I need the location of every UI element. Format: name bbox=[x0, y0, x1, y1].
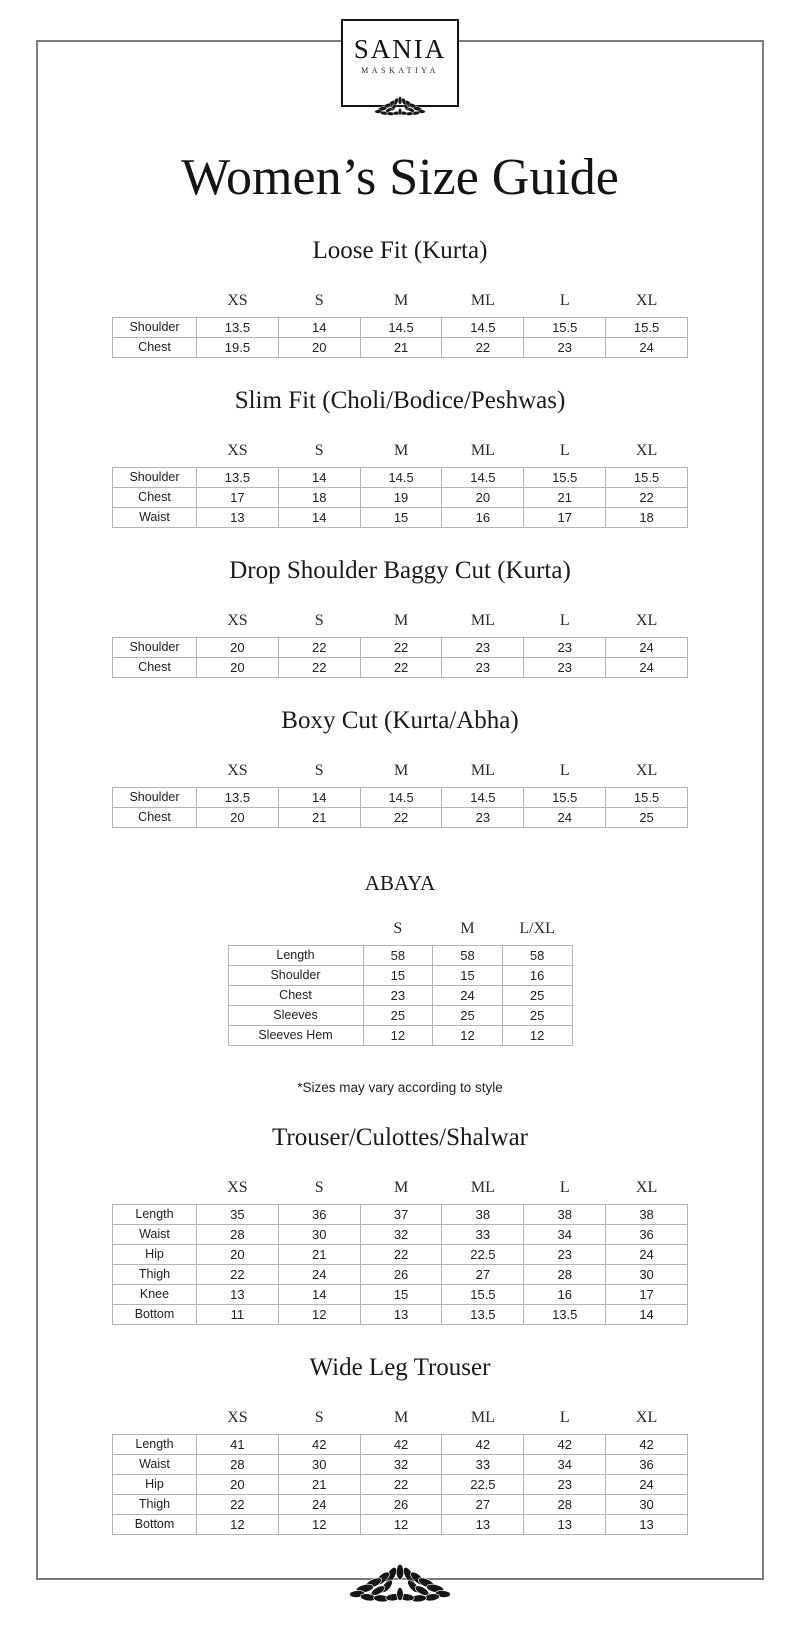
size-value: 33 bbox=[442, 1224, 524, 1244]
size-column-header: M bbox=[460, 919, 475, 937]
size-value: 37 bbox=[360, 1204, 442, 1224]
size-table bbox=[228, 920, 573, 1046]
size-value: 42 bbox=[524, 1434, 606, 1454]
size-value: 12 bbox=[278, 1514, 360, 1534]
size-value: 22 bbox=[360, 807, 442, 827]
brand-logo-box bbox=[341, 19, 459, 107]
size-value: 23 bbox=[442, 807, 524, 827]
size-value: 42 bbox=[606, 1434, 688, 1454]
row-label: Waist bbox=[113, 507, 197, 527]
size-value: 22 bbox=[360, 657, 442, 677]
empty-corner-cell bbox=[113, 442, 197, 468]
size-value: 15 bbox=[433, 965, 503, 985]
size-value: 28 bbox=[524, 1494, 606, 1514]
empty-corner-cell bbox=[113, 612, 197, 638]
size-column-header: L bbox=[559, 611, 570, 629]
size-column-header: XL bbox=[635, 1408, 658, 1426]
table-row bbox=[113, 1204, 688, 1224]
size-value: 23 bbox=[442, 637, 524, 657]
size-value: 20 bbox=[197, 657, 279, 677]
size-column-header: XL bbox=[635, 761, 658, 779]
table-row bbox=[113, 337, 688, 357]
empty-corner-cell bbox=[228, 920, 363, 946]
row-label: Shoulder bbox=[113, 637, 197, 657]
section-title: Drop Shoulder Baggy Cut (Kurta) bbox=[229, 556, 571, 584]
size-value: 13 bbox=[606, 1514, 688, 1534]
size-value: 13.5 bbox=[197, 317, 279, 337]
section-title: Wide Leg Trouser bbox=[309, 1353, 491, 1381]
section-slim-fit bbox=[0, 386, 800, 528]
size-value: 21 bbox=[278, 807, 360, 827]
size-table bbox=[112, 442, 688, 528]
size-value: 22 bbox=[606, 487, 688, 507]
size-value: 15 bbox=[363, 965, 433, 985]
size-value: 12 bbox=[363, 1025, 433, 1045]
size-value: 21 bbox=[278, 1474, 360, 1494]
size-column-header: XL bbox=[635, 611, 658, 629]
size-value: 14.5 bbox=[442, 317, 524, 337]
empty-corner-cell bbox=[113, 1179, 197, 1205]
size-value: 15.5 bbox=[606, 317, 688, 337]
row-label: Chest bbox=[113, 657, 197, 677]
row-label: Knee bbox=[113, 1284, 197, 1304]
table-row bbox=[228, 985, 572, 1005]
section-abaya bbox=[0, 868, 800, 1046]
size-value: 14.5 bbox=[360, 317, 442, 337]
size-value: 13.5 bbox=[197, 467, 279, 487]
size-value: 42 bbox=[360, 1434, 442, 1454]
table-row bbox=[113, 657, 688, 677]
size-value: 14 bbox=[278, 507, 360, 527]
table-row bbox=[113, 1224, 688, 1244]
size-column-header: L/XL bbox=[519, 919, 555, 937]
size-value: 22 bbox=[442, 337, 524, 357]
size-column-header: ML bbox=[470, 441, 495, 459]
table-row bbox=[113, 1304, 688, 1324]
table-row bbox=[113, 1494, 688, 1514]
size-value: 38 bbox=[524, 1204, 606, 1224]
size-value: 32 bbox=[360, 1224, 442, 1244]
size-value: 13.5 bbox=[442, 1304, 524, 1324]
row-label: Hip bbox=[113, 1474, 197, 1494]
size-value: 21 bbox=[278, 1244, 360, 1264]
size-value: 20 bbox=[197, 1474, 279, 1494]
size-column-header: S bbox=[314, 611, 324, 629]
size-value: 42 bbox=[278, 1434, 360, 1454]
table-row bbox=[228, 945, 572, 965]
size-value: 30 bbox=[606, 1494, 688, 1514]
size-value: 30 bbox=[606, 1264, 688, 1284]
size-value: 34 bbox=[524, 1224, 606, 1244]
size-value: 12 bbox=[197, 1514, 279, 1534]
size-column-header: S bbox=[314, 1178, 324, 1196]
row-label: Chest bbox=[113, 807, 197, 827]
size-value: 16 bbox=[442, 507, 524, 527]
section-boxy-cut bbox=[0, 706, 800, 828]
size-value: 34 bbox=[524, 1454, 606, 1474]
table-row bbox=[113, 637, 688, 657]
size-value: 38 bbox=[442, 1204, 524, 1224]
size-column-header: ML bbox=[470, 291, 495, 309]
size-value: 25 bbox=[433, 1005, 503, 1025]
size-value: 24 bbox=[606, 637, 688, 657]
row-label: Length bbox=[228, 945, 363, 965]
size-value: 14 bbox=[278, 317, 360, 337]
row-label: Shoulder bbox=[228, 965, 363, 985]
size-value: 15.5 bbox=[524, 317, 606, 337]
table-row bbox=[113, 1284, 688, 1304]
section-title: Boxy Cut (Kurta/Abha) bbox=[281, 706, 519, 734]
size-value: 14 bbox=[278, 787, 360, 807]
table-row bbox=[113, 507, 688, 527]
size-value: 22 bbox=[360, 1244, 442, 1264]
size-value: 14 bbox=[278, 1284, 360, 1304]
size-value: 18 bbox=[606, 507, 688, 527]
size-value: 24 bbox=[606, 337, 688, 357]
size-value: 14 bbox=[606, 1304, 688, 1324]
table-row bbox=[113, 1514, 688, 1534]
row-label: Chest bbox=[113, 487, 197, 507]
size-value: 19.5 bbox=[197, 337, 279, 357]
size-value: 33 bbox=[442, 1454, 524, 1474]
table-row bbox=[228, 1025, 572, 1045]
size-value: 35 bbox=[197, 1204, 279, 1224]
size-value: 23 bbox=[524, 637, 606, 657]
size-column-header: XS bbox=[227, 441, 248, 459]
size-column-header: XL bbox=[635, 291, 658, 309]
sizes-note: *Sizes may vary according to style bbox=[297, 1079, 503, 1095]
size-column-header: ML bbox=[470, 1178, 495, 1196]
laurel-ornament-icon bbox=[367, 93, 433, 119]
table-row bbox=[228, 965, 572, 985]
size-value: 22 bbox=[278, 657, 360, 677]
size-value: 25 bbox=[606, 807, 688, 827]
size-column-header: L bbox=[559, 441, 570, 459]
brand-name: SANIA bbox=[353, 34, 447, 64]
size-value: 13 bbox=[197, 1284, 279, 1304]
size-value: 20 bbox=[197, 1244, 279, 1264]
size-value: 23 bbox=[524, 337, 606, 357]
size-value: 13 bbox=[442, 1514, 524, 1534]
size-column-header: XL bbox=[635, 441, 658, 459]
table-row bbox=[113, 1434, 688, 1454]
size-column-header: XS bbox=[227, 761, 248, 779]
section-title: Slim Fit (Choli/Bodice/Peshwas) bbox=[234, 386, 566, 414]
size-value: 23 bbox=[524, 1474, 606, 1494]
size-value: 27 bbox=[442, 1494, 524, 1514]
size-value: 12 bbox=[360, 1514, 442, 1534]
size-column-header: XL bbox=[635, 1178, 658, 1196]
size-value: 12 bbox=[433, 1025, 503, 1045]
section-title: Loose Fit (Kurta) bbox=[312, 236, 488, 264]
size-value: 14 bbox=[278, 467, 360, 487]
size-value: 58 bbox=[433, 945, 503, 965]
size-table bbox=[112, 612, 688, 678]
table-row bbox=[113, 1264, 688, 1284]
size-column-header: S bbox=[314, 1408, 324, 1426]
size-value: 22 bbox=[278, 637, 360, 657]
size-value: 17 bbox=[524, 507, 606, 527]
section-title: Trouser/Culottes/Shalwar bbox=[271, 1123, 529, 1151]
size-value: 15.5 bbox=[606, 787, 688, 807]
size-column-header: ML bbox=[470, 761, 495, 779]
empty-corner-cell bbox=[113, 762, 197, 788]
row-label: Hip bbox=[113, 1244, 197, 1264]
size-value: 30 bbox=[278, 1224, 360, 1244]
size-value: 16 bbox=[524, 1284, 606, 1304]
section-drop-shoulder-baggy-cut bbox=[0, 556, 800, 678]
size-value: 26 bbox=[360, 1494, 442, 1514]
size-column-header: XS bbox=[227, 291, 248, 309]
empty-corner-cell bbox=[113, 292, 197, 318]
size-value: 23 bbox=[524, 1244, 606, 1264]
table-row bbox=[113, 787, 688, 807]
size-column-header: M bbox=[393, 1408, 409, 1426]
size-value: 22 bbox=[360, 1474, 442, 1494]
row-label: Waist bbox=[113, 1454, 197, 1474]
size-table bbox=[112, 292, 688, 358]
row-label: Sleeves Hem bbox=[228, 1025, 363, 1045]
size-value: 15.5 bbox=[606, 467, 688, 487]
size-value: 14.5 bbox=[360, 467, 442, 487]
row-label: Bottom bbox=[113, 1304, 197, 1324]
size-value: 24 bbox=[433, 985, 503, 1005]
size-value: 25 bbox=[502, 985, 572, 1005]
size-value: 20 bbox=[197, 807, 279, 827]
size-value: 24 bbox=[524, 807, 606, 827]
size-value: 24 bbox=[606, 1244, 688, 1264]
size-column-header: L bbox=[559, 291, 570, 309]
size-value: 27 bbox=[442, 1264, 524, 1284]
size-value: 20 bbox=[442, 487, 524, 507]
size-column-header: ML bbox=[470, 611, 495, 629]
size-table bbox=[112, 762, 688, 828]
page-title: Women’s Size Guide bbox=[181, 149, 619, 206]
size-column-header: M bbox=[393, 761, 409, 779]
size-column-header: S bbox=[393, 919, 403, 937]
size-column-header: M bbox=[393, 1178, 409, 1196]
size-value: 22.5 bbox=[442, 1244, 524, 1264]
size-column-header: XS bbox=[227, 611, 248, 629]
section-wide-leg-trouser bbox=[0, 1353, 800, 1535]
size-value: 17 bbox=[606, 1284, 688, 1304]
size-value: 26 bbox=[360, 1264, 442, 1284]
row-label: Sleeves bbox=[228, 1005, 363, 1025]
size-value: 32 bbox=[360, 1454, 442, 1474]
size-value: 36 bbox=[278, 1204, 360, 1224]
row-label: Length bbox=[113, 1434, 197, 1454]
table-row bbox=[113, 1244, 688, 1264]
size-value: 24 bbox=[606, 1474, 688, 1494]
size-value: 41 bbox=[197, 1434, 279, 1454]
size-value: 13 bbox=[197, 507, 279, 527]
size-column-header: ML bbox=[470, 1408, 495, 1426]
table-row bbox=[228, 1005, 572, 1025]
size-value: 14.5 bbox=[442, 467, 524, 487]
size-value: 21 bbox=[524, 487, 606, 507]
size-value: 20 bbox=[278, 337, 360, 357]
size-value: 18 bbox=[278, 487, 360, 507]
size-value: 36 bbox=[606, 1224, 688, 1244]
size-table bbox=[112, 1179, 688, 1325]
size-value: 24 bbox=[278, 1494, 360, 1514]
size-value: 15.5 bbox=[524, 467, 606, 487]
size-value: 22 bbox=[197, 1264, 279, 1284]
size-value: 23 bbox=[524, 657, 606, 677]
size-column-header: S bbox=[314, 291, 324, 309]
size-value: 17 bbox=[197, 487, 279, 507]
row-label: Length bbox=[113, 1204, 197, 1224]
table-row bbox=[113, 487, 688, 507]
section-trouser-culottes-shalwar bbox=[0, 1123, 800, 1325]
section-loose-fit bbox=[0, 236, 800, 358]
size-value: 22.5 bbox=[442, 1474, 524, 1494]
table-row bbox=[113, 1474, 688, 1494]
size-value: 20 bbox=[197, 637, 279, 657]
size-value: 13.5 bbox=[197, 787, 279, 807]
size-value: 15 bbox=[360, 507, 442, 527]
row-label: Waist bbox=[113, 1224, 197, 1244]
size-column-header: XS bbox=[227, 1178, 248, 1196]
size-value: 25 bbox=[502, 1005, 572, 1025]
table-row bbox=[113, 467, 688, 487]
size-value: 58 bbox=[502, 945, 572, 965]
size-value: 12 bbox=[502, 1025, 572, 1045]
size-value: 19 bbox=[360, 487, 442, 507]
size-value: 22 bbox=[197, 1494, 279, 1514]
size-value: 15 bbox=[360, 1284, 442, 1304]
size-value: 11 bbox=[197, 1304, 279, 1324]
size-column-header: L bbox=[559, 761, 570, 779]
size-column-header: M bbox=[393, 291, 409, 309]
size-value: 58 bbox=[363, 945, 433, 965]
size-value: 21 bbox=[360, 337, 442, 357]
size-value: 23 bbox=[442, 657, 524, 677]
size-value: 28 bbox=[524, 1264, 606, 1284]
row-label: Shoulder bbox=[113, 317, 197, 337]
row-label: Shoulder bbox=[113, 467, 197, 487]
size-value: 24 bbox=[606, 657, 688, 677]
row-label: Chest bbox=[113, 337, 197, 357]
size-column-header: S bbox=[314, 441, 324, 459]
size-value: 25 bbox=[363, 1005, 433, 1025]
row-label: Chest bbox=[228, 985, 363, 1005]
table-row bbox=[113, 317, 688, 337]
size-value: 13 bbox=[360, 1304, 442, 1324]
size-value: 22 bbox=[360, 637, 442, 657]
size-value: 15.5 bbox=[442, 1284, 524, 1304]
size-column-header: S bbox=[314, 761, 324, 779]
size-value: 42 bbox=[442, 1434, 524, 1454]
row-label: Bottom bbox=[113, 1514, 197, 1534]
size-value: 15.5 bbox=[524, 787, 606, 807]
size-value: 16 bbox=[502, 965, 572, 985]
size-column-header: M bbox=[393, 611, 409, 629]
empty-corner-cell bbox=[113, 1409, 197, 1435]
size-value: 13 bbox=[524, 1514, 606, 1534]
size-value: 12 bbox=[278, 1304, 360, 1324]
row-label: Thigh bbox=[113, 1264, 197, 1284]
brand-subname: MASKATIYA bbox=[361, 66, 439, 75]
section-title: ABAYA bbox=[364, 870, 436, 895]
size-value: 24 bbox=[278, 1264, 360, 1284]
size-value: 13.5 bbox=[524, 1304, 606, 1324]
size-value: 14.5 bbox=[442, 787, 524, 807]
row-label: Shoulder bbox=[113, 787, 197, 807]
size-value: 14.5 bbox=[360, 787, 442, 807]
size-column-header: M bbox=[393, 441, 409, 459]
table-row bbox=[113, 1454, 688, 1474]
size-column-header: L bbox=[559, 1408, 570, 1426]
size-table bbox=[112, 1409, 688, 1535]
size-value: 28 bbox=[197, 1224, 279, 1244]
size-value: 36 bbox=[606, 1454, 688, 1474]
laurel-ornament-icon bbox=[334, 1558, 466, 1608]
size-column-header: L bbox=[559, 1178, 570, 1196]
table-row bbox=[113, 807, 688, 827]
size-column-header: XS bbox=[227, 1408, 248, 1426]
size-value: 28 bbox=[197, 1454, 279, 1474]
size-value: 23 bbox=[363, 985, 433, 1005]
row-label: Thigh bbox=[113, 1494, 197, 1514]
size-value: 30 bbox=[278, 1454, 360, 1474]
size-value: 38 bbox=[606, 1204, 688, 1224]
